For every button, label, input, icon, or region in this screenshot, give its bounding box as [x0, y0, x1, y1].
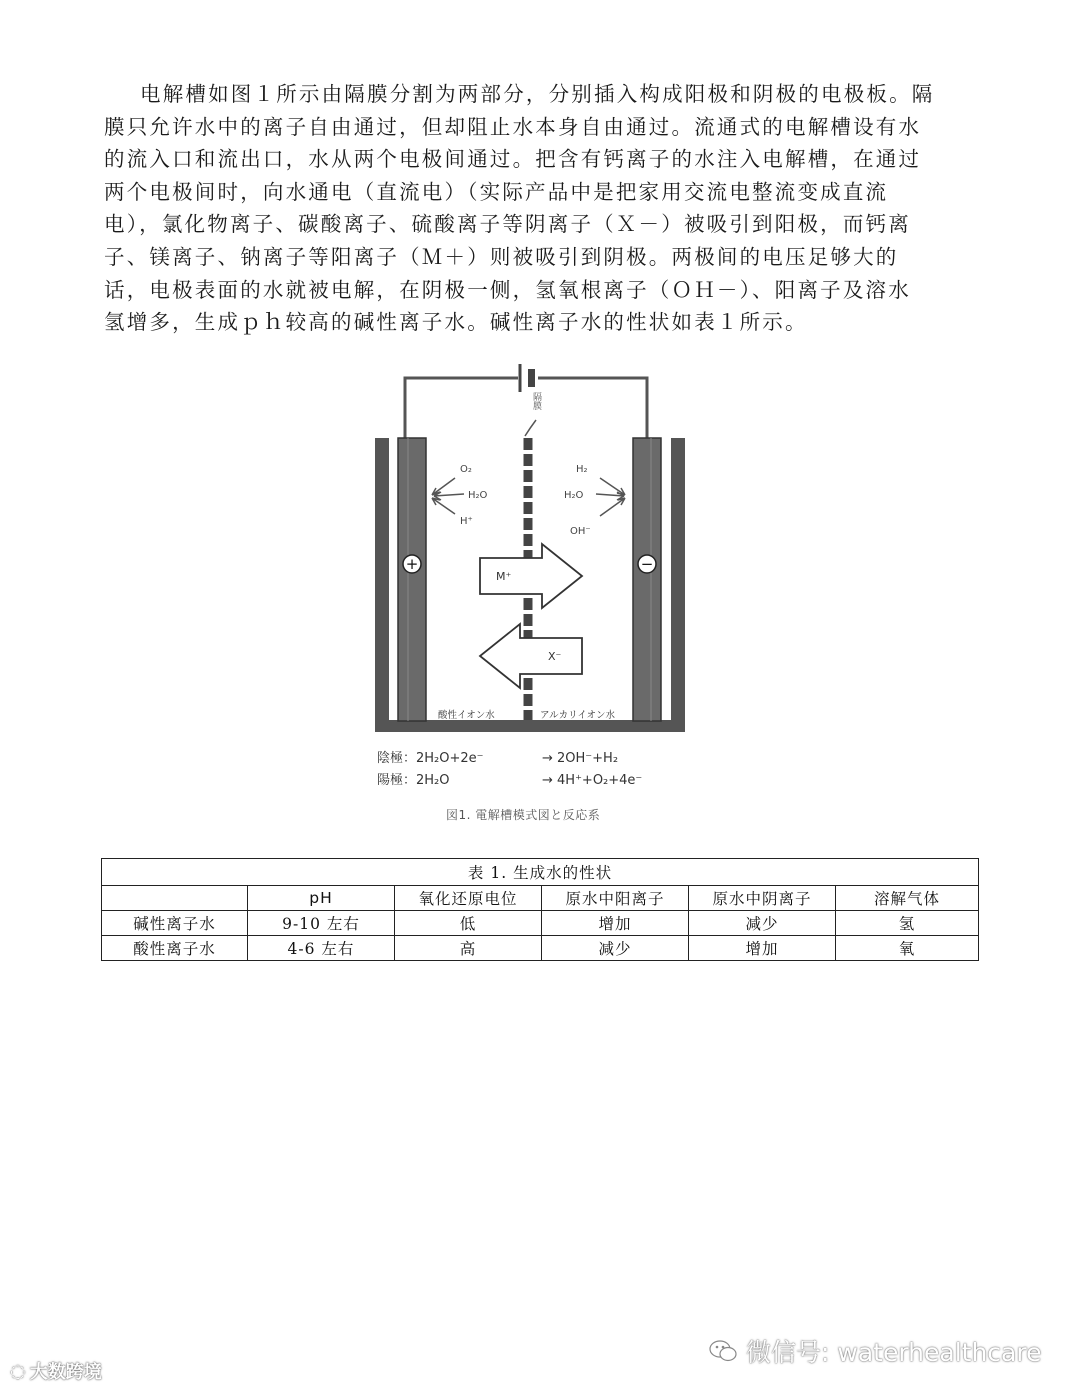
table-row: [102, 936, 979, 961]
brand-logo-icon: ◌: [10, 1360, 26, 1382]
watermark-right: [708, 1333, 1041, 1369]
table-header-cell: 氧化还原电位: [395, 886, 542, 911]
table-header-cell: [102, 886, 248, 911]
table-cell: 氧: [836, 936, 979, 961]
anode-reaction-result: → 4H⁺+O₂+4e⁻: [542, 773, 643, 788]
watermark-left: [10, 1358, 102, 1384]
electrolysis-cell-diagram: [360, 360, 700, 800]
watermark-right-text: 微信号: waterhealthcare: [746, 1338, 1042, 1367]
table-header-cell: 原水中阴离子: [689, 886, 836, 911]
right-product-h2o: H₂O: [564, 490, 584, 501]
paragraph-line: 两个电极间时，向水通电（直流电）（实际产品中是把家用交流电整流变成直流: [104, 179, 889, 204]
table-header-cell: 溶解气体: [836, 886, 979, 911]
cathode-sign: −: [640, 555, 654, 573]
table-caption: 表 1. 生成水的性状: [102, 859, 979, 886]
anode-plate: [398, 438, 426, 721]
table-cell: 高: [395, 936, 542, 961]
circuit-wire: [405, 378, 647, 440]
cation-label: M⁺: [496, 570, 512, 583]
table-cell: 减少: [542, 936, 689, 961]
alkaline-water-label: アルカリイオン水: [540, 710, 616, 721]
table-header-cell: 原水中阳离子: [542, 886, 689, 911]
properties-table: [101, 858, 979, 961]
membrane-label-pointer: [525, 420, 536, 436]
table-row: [102, 911, 979, 936]
right-product-oh-minus: OH⁻: [570, 526, 591, 537]
paragraph-line: 电），氯化物离子、碳酸离子、硫酸离子等阴离子（Ｘ－）被吸引到阳极，而钙离: [104, 212, 911, 237]
anode-sign: +: [405, 555, 419, 573]
paragraph-line: 电解槽如图１所示由隔膜分割为两部分，分别插入构成阳极和阴极的电极板。隔: [140, 82, 935, 106]
cathode-reaction-result: → 2OH⁻+H₂: [542, 751, 619, 766]
table-cell: 低: [395, 911, 542, 936]
battery-plate-short: [528, 369, 535, 387]
acidic-water-label: 酸性イオン水: [438, 710, 495, 721]
paragraph-line: 氢增多，生成ｐｈ较高的碱性离子水。碱性离子水的性状如表１所示。: [104, 310, 808, 335]
paragraph-line: 的流入口和流出口，水从两个电极间通过。把含有钙离子的水注入电解槽，在通过: [104, 147, 922, 172]
table-cell: 4-6 左右: [248, 936, 395, 961]
table-header-cell: pH: [248, 886, 395, 911]
table-cell: 酸性离子水: [102, 936, 248, 961]
paragraph-line: 话，电极表面的水就被电解，在阴极一侧，氢氧根离子（ＯＨ－）、阳离子及溶水: [104, 277, 911, 302]
table-cell: 增加: [542, 911, 689, 936]
left-product-o2: O₂: [460, 464, 472, 475]
paragraph-line: 膜只允许水中的离子自由通过，但却阻止水本身自由通过。流通式的电解槽设有水: [104, 114, 922, 139]
wechat-icon: [708, 1338, 738, 1364]
table-header-row: [102, 886, 979, 911]
table-cell: 增加: [689, 936, 836, 961]
table-cell: 减少: [689, 911, 836, 936]
anion-label: X⁻: [548, 650, 562, 663]
cathode-plate: [633, 438, 661, 721]
watermark-left-text: 大数跨境: [29, 1362, 102, 1383]
table-cell: 9-10 左右: [248, 911, 395, 936]
table-cell: 氢: [836, 911, 979, 936]
left-product-arrows: [432, 478, 464, 514]
right-product-arrows: [596, 478, 625, 516]
anode-reaction: 陽極：2H₂O: [377, 773, 450, 788]
right-product-h2: H₂: [576, 464, 588, 475]
left-product-h-plus: H⁺: [460, 516, 473, 527]
cathode-reaction: 陰極：2H₂O+2e⁻: [377, 751, 484, 766]
left-product-h2o: H₂O: [468, 490, 488, 501]
figure-caption: 図1. 電解槽模式図と反応系: [446, 808, 601, 822]
membrane-label: 隔膜: [531, 392, 541, 410]
paragraph-line: 子、镁离子、钠离子等阳离子（Ｍ＋）则被吸引到阴极。两极间的电压足够大的: [104, 244, 899, 269]
intro-paragraph: [104, 78, 984, 339]
table-cell: 碱性离子水: [102, 911, 248, 936]
